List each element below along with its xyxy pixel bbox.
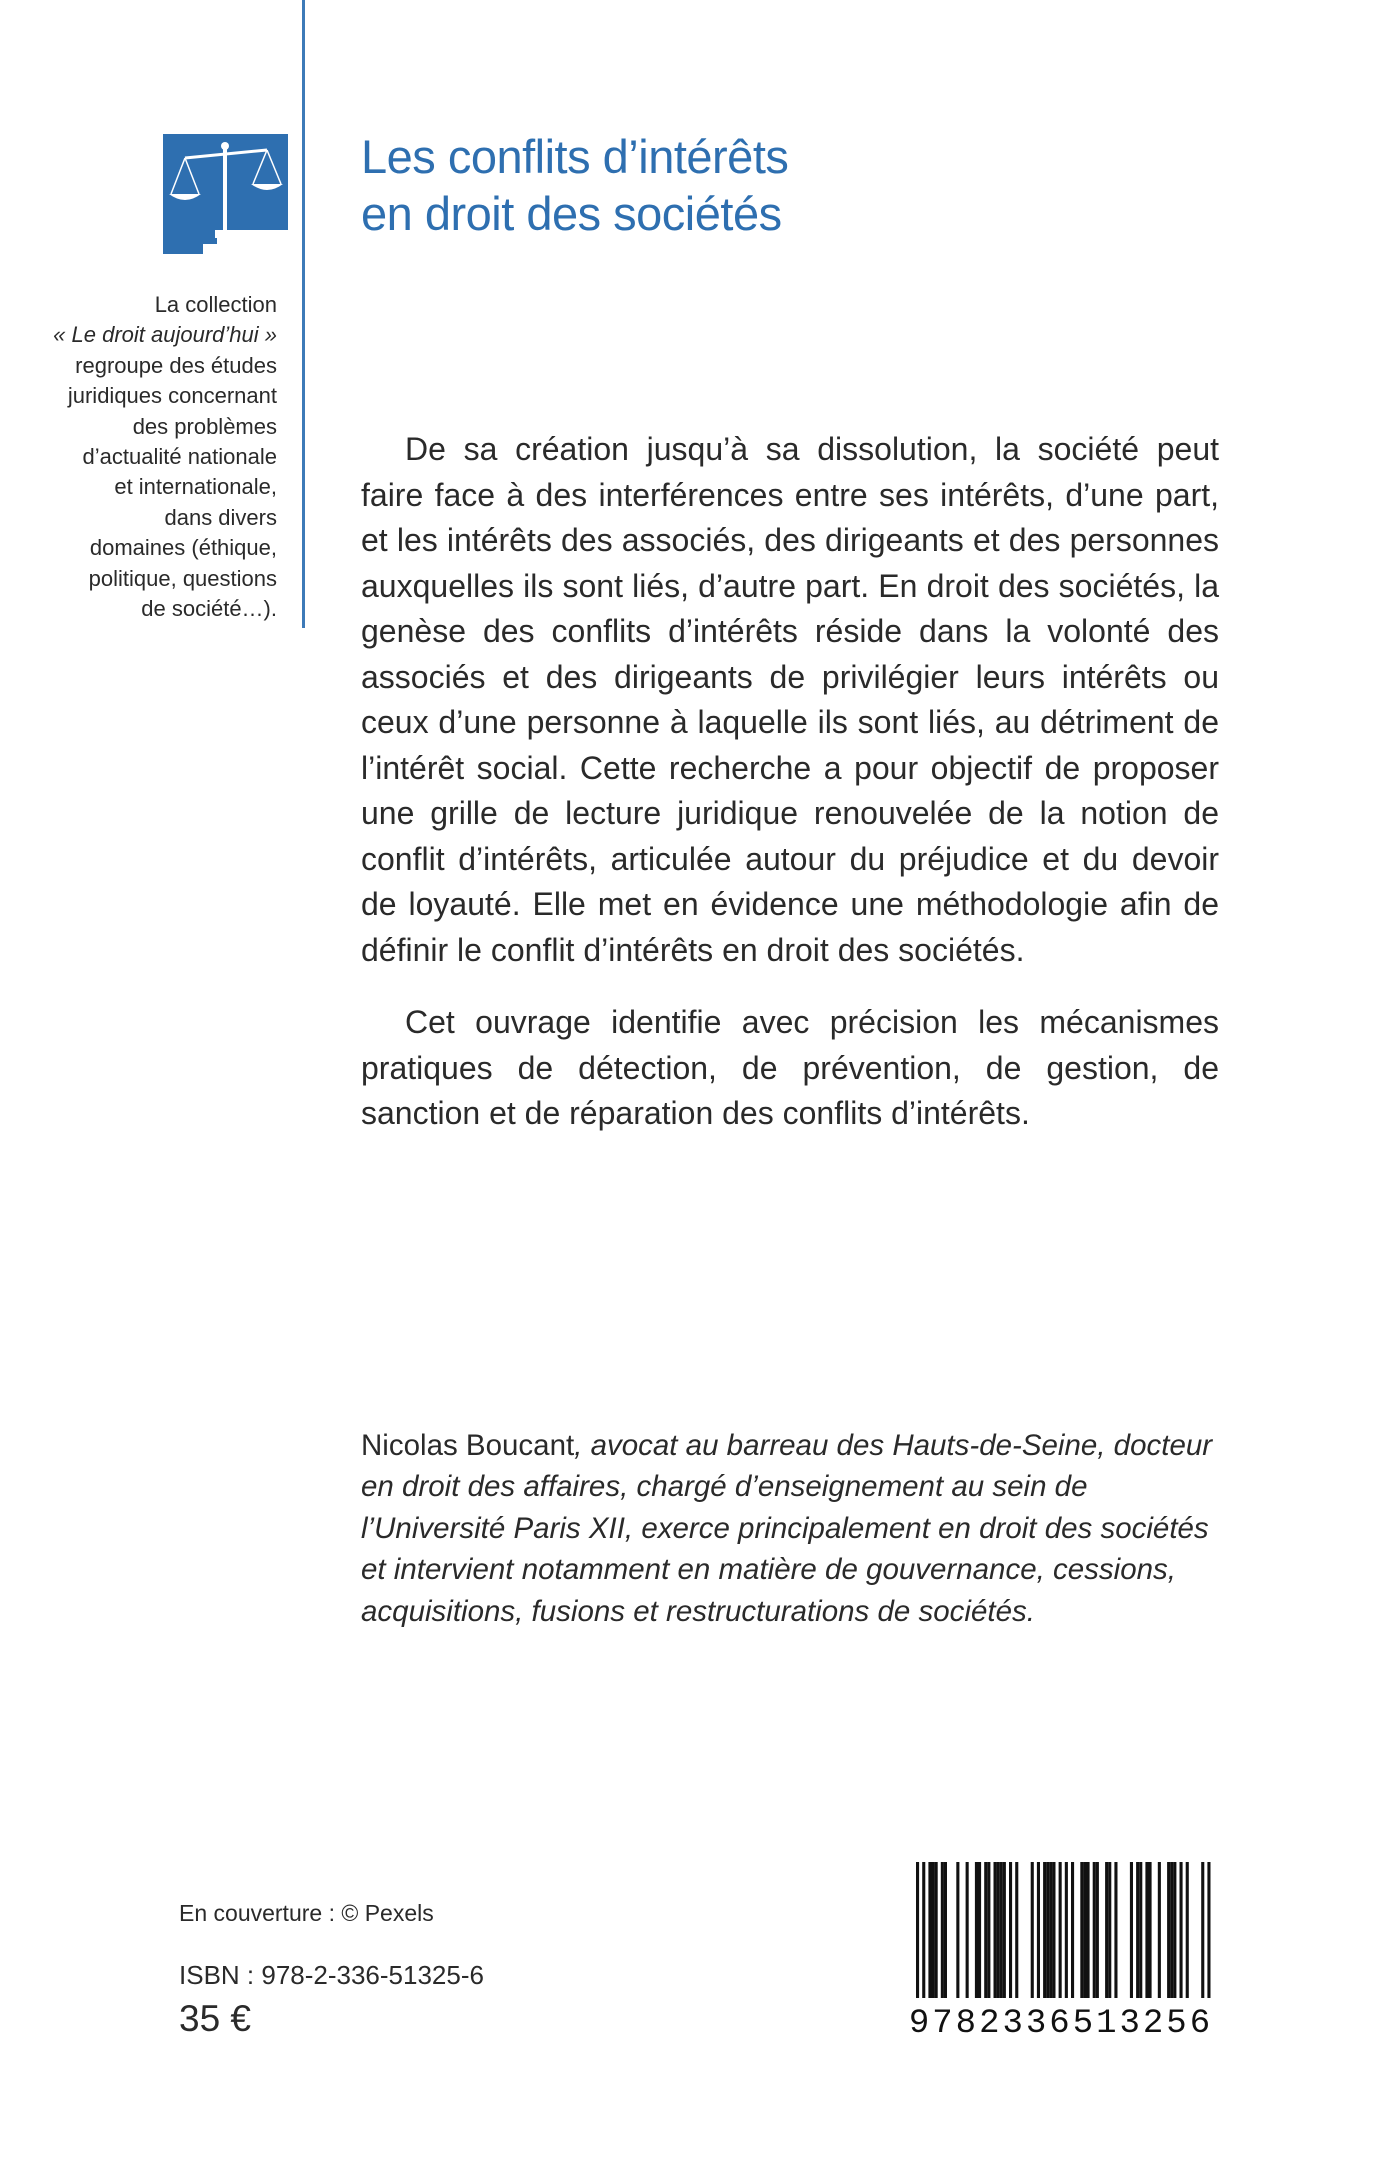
barcode-bar <box>1037 1862 1040 1998</box>
barcode-bar <box>1207 1862 1210 1998</box>
book-summary <box>361 427 1219 1137</box>
barcode-bar <box>975 1862 978 1998</box>
summary-paragraph-1: De sa création jusqu’à sa dissolution, la société peut faire face à des interférences entre ses intérêts, d’une part, et les intérêts des associés, des dirigeants et des personnes auxquelles ils sont liés, d’autre part. En droit des sociétés, la genèse des conflits d’intérêts réside dans la volonté des associés et des dirigeants de privilégier leurs intérêts ou ceux d’une personne à laquelle ils sont liés, au détriment de l’intérêt social. Cette recherche a pour objectif de proposer une grille de lecture juridique renouvelée de la notion de conflit d’intérêts, articulée autour du préjudice et du devoir de loyauté. Elle met en évidence une méthodologie afin de définir le conflit d’intérêts en droit des sociétés. <box>361 431 1219 968</box>
collection-line: des problèmes <box>132 413 277 439</box>
barcode-bar <box>1003 1862 1006 1998</box>
collection-line: et internationale, <box>114 474 277 500</box>
title-line-1: Les conflits d’intérêts <box>361 130 789 183</box>
author-name: Nicolas Boucant <box>361 1428 575 1462</box>
collection-line: domaines (éthique, <box>89 535 277 561</box>
barcode-bar <box>1167 1862 1170 1998</box>
barcode-bar <box>997 1862 1000 1998</box>
barcode-bar <box>1170 1862 1173 1998</box>
barcode-bar <box>1087 1862 1090 1998</box>
barcode-digits: 9782336513256 <box>908 2005 1214 2038</box>
barcode-bar <box>1015 1862 1018 1998</box>
collection-line: politique, questions <box>88 565 277 591</box>
barcode-bar <box>1046 1862 1049 1998</box>
vertical-divider <box>302 0 305 628</box>
collection-series-name: « Le droit aujourd’hui » <box>53 322 277 348</box>
title-line-2: en droit des sociétés <box>361 187 782 240</box>
barcode-bar <box>1049 1862 1052 1998</box>
barcode-bar <box>1031 1862 1034 1998</box>
barcode-bar <box>987 1862 990 1998</box>
barcode-bar <box>1105 1862 1108 1998</box>
barcode-bar <box>1145 1862 1148 1998</box>
barcode-bar <box>1130 1862 1133 1998</box>
barcode-bar <box>1136 1862 1139 1998</box>
barcode-bar <box>928 1862 931 1998</box>
barcode-bar <box>1065 1862 1068 1998</box>
summary-paragraph-2: Cet ouvrage identifie avec précision les mécanismes pratiques de détection, de prévention, de gestion, de sanction et de réparation des conflits d’intérêts. <box>361 1004 1219 1131</box>
barcode-bar <box>944 1862 947 1998</box>
barcode-bar <box>932 1862 935 1998</box>
collection-line: de société…). <box>141 596 277 622</box>
barcode-bar <box>1180 1862 1183 1998</box>
barcode-bar <box>994 1862 997 1998</box>
barcode-bar <box>1093 1862 1096 1998</box>
barcode-bar <box>1083 1862 1086 1998</box>
barcode-bar <box>1173 1862 1176 1998</box>
collection-description <box>40 290 277 624</box>
collection-line: regroupe des études <box>75 352 277 378</box>
barcode-bar <box>1149 1862 1152 1998</box>
barcode-bar <box>916 1862 919 1998</box>
barcode-bar <box>1201 1862 1204 1998</box>
price: 35 € <box>179 1998 252 2039</box>
barcode-bar <box>1000 1862 1003 1998</box>
cover-credit: En couverture : © Pexels <box>179 1900 434 1926</box>
barcode-bar <box>1052 1862 1055 1998</box>
collection-line: dans divers <box>164 504 277 530</box>
barcode <box>896 1862 1226 2038</box>
barcode-bar <box>935 1862 938 1998</box>
barcode-bar <box>966 1862 969 1998</box>
barcode-bar <box>1158 1862 1161 1998</box>
collection-line: La collection <box>154 292 277 317</box>
barcode-bar <box>984 1862 987 1998</box>
barcode-bar <box>1059 1862 1062 1998</box>
collection-line: d’actualité nationale <box>82 444 277 470</box>
barcode-bar <box>1114 1862 1117 1998</box>
author-bio <box>361 1425 1223 1633</box>
collection-line: juridiques concernant <box>67 383 277 409</box>
barcode-bar <box>1096 1862 1099 1998</box>
barcode-bar <box>1043 1862 1046 1998</box>
barcode-bar <box>941 1862 944 1998</box>
book-title <box>361 128 1261 242</box>
barcode-bar <box>1009 1862 1012 1998</box>
barcode-bar <box>1080 1862 1083 1998</box>
isbn: ISBN : 978-2-336-51325-6 <box>179 1960 484 1990</box>
barcode-bar <box>1108 1862 1111 1998</box>
barcode-bar <box>978 1862 981 1998</box>
barcode-bar <box>1186 1862 1189 1998</box>
barcode-bar <box>922 1862 925 1998</box>
barcode-bar <box>956 1862 959 1998</box>
barcode-bar <box>1071 1862 1074 1998</box>
barcode-bar <box>1139 1862 1142 1998</box>
scales-of-justice-icon <box>163 134 288 254</box>
author-bio-text: , avocat au barreau des Hauts-de-Seine, docteur en droit des affaires, chargé d’enseignement au sein de l’Université Paris XII, exerce principalement en droit des sociétés et intervient notamment en matière de gouvernance, cessions, acquisitions, fusions et restructurations de sociétés. <box>361 1428 1213 1628</box>
